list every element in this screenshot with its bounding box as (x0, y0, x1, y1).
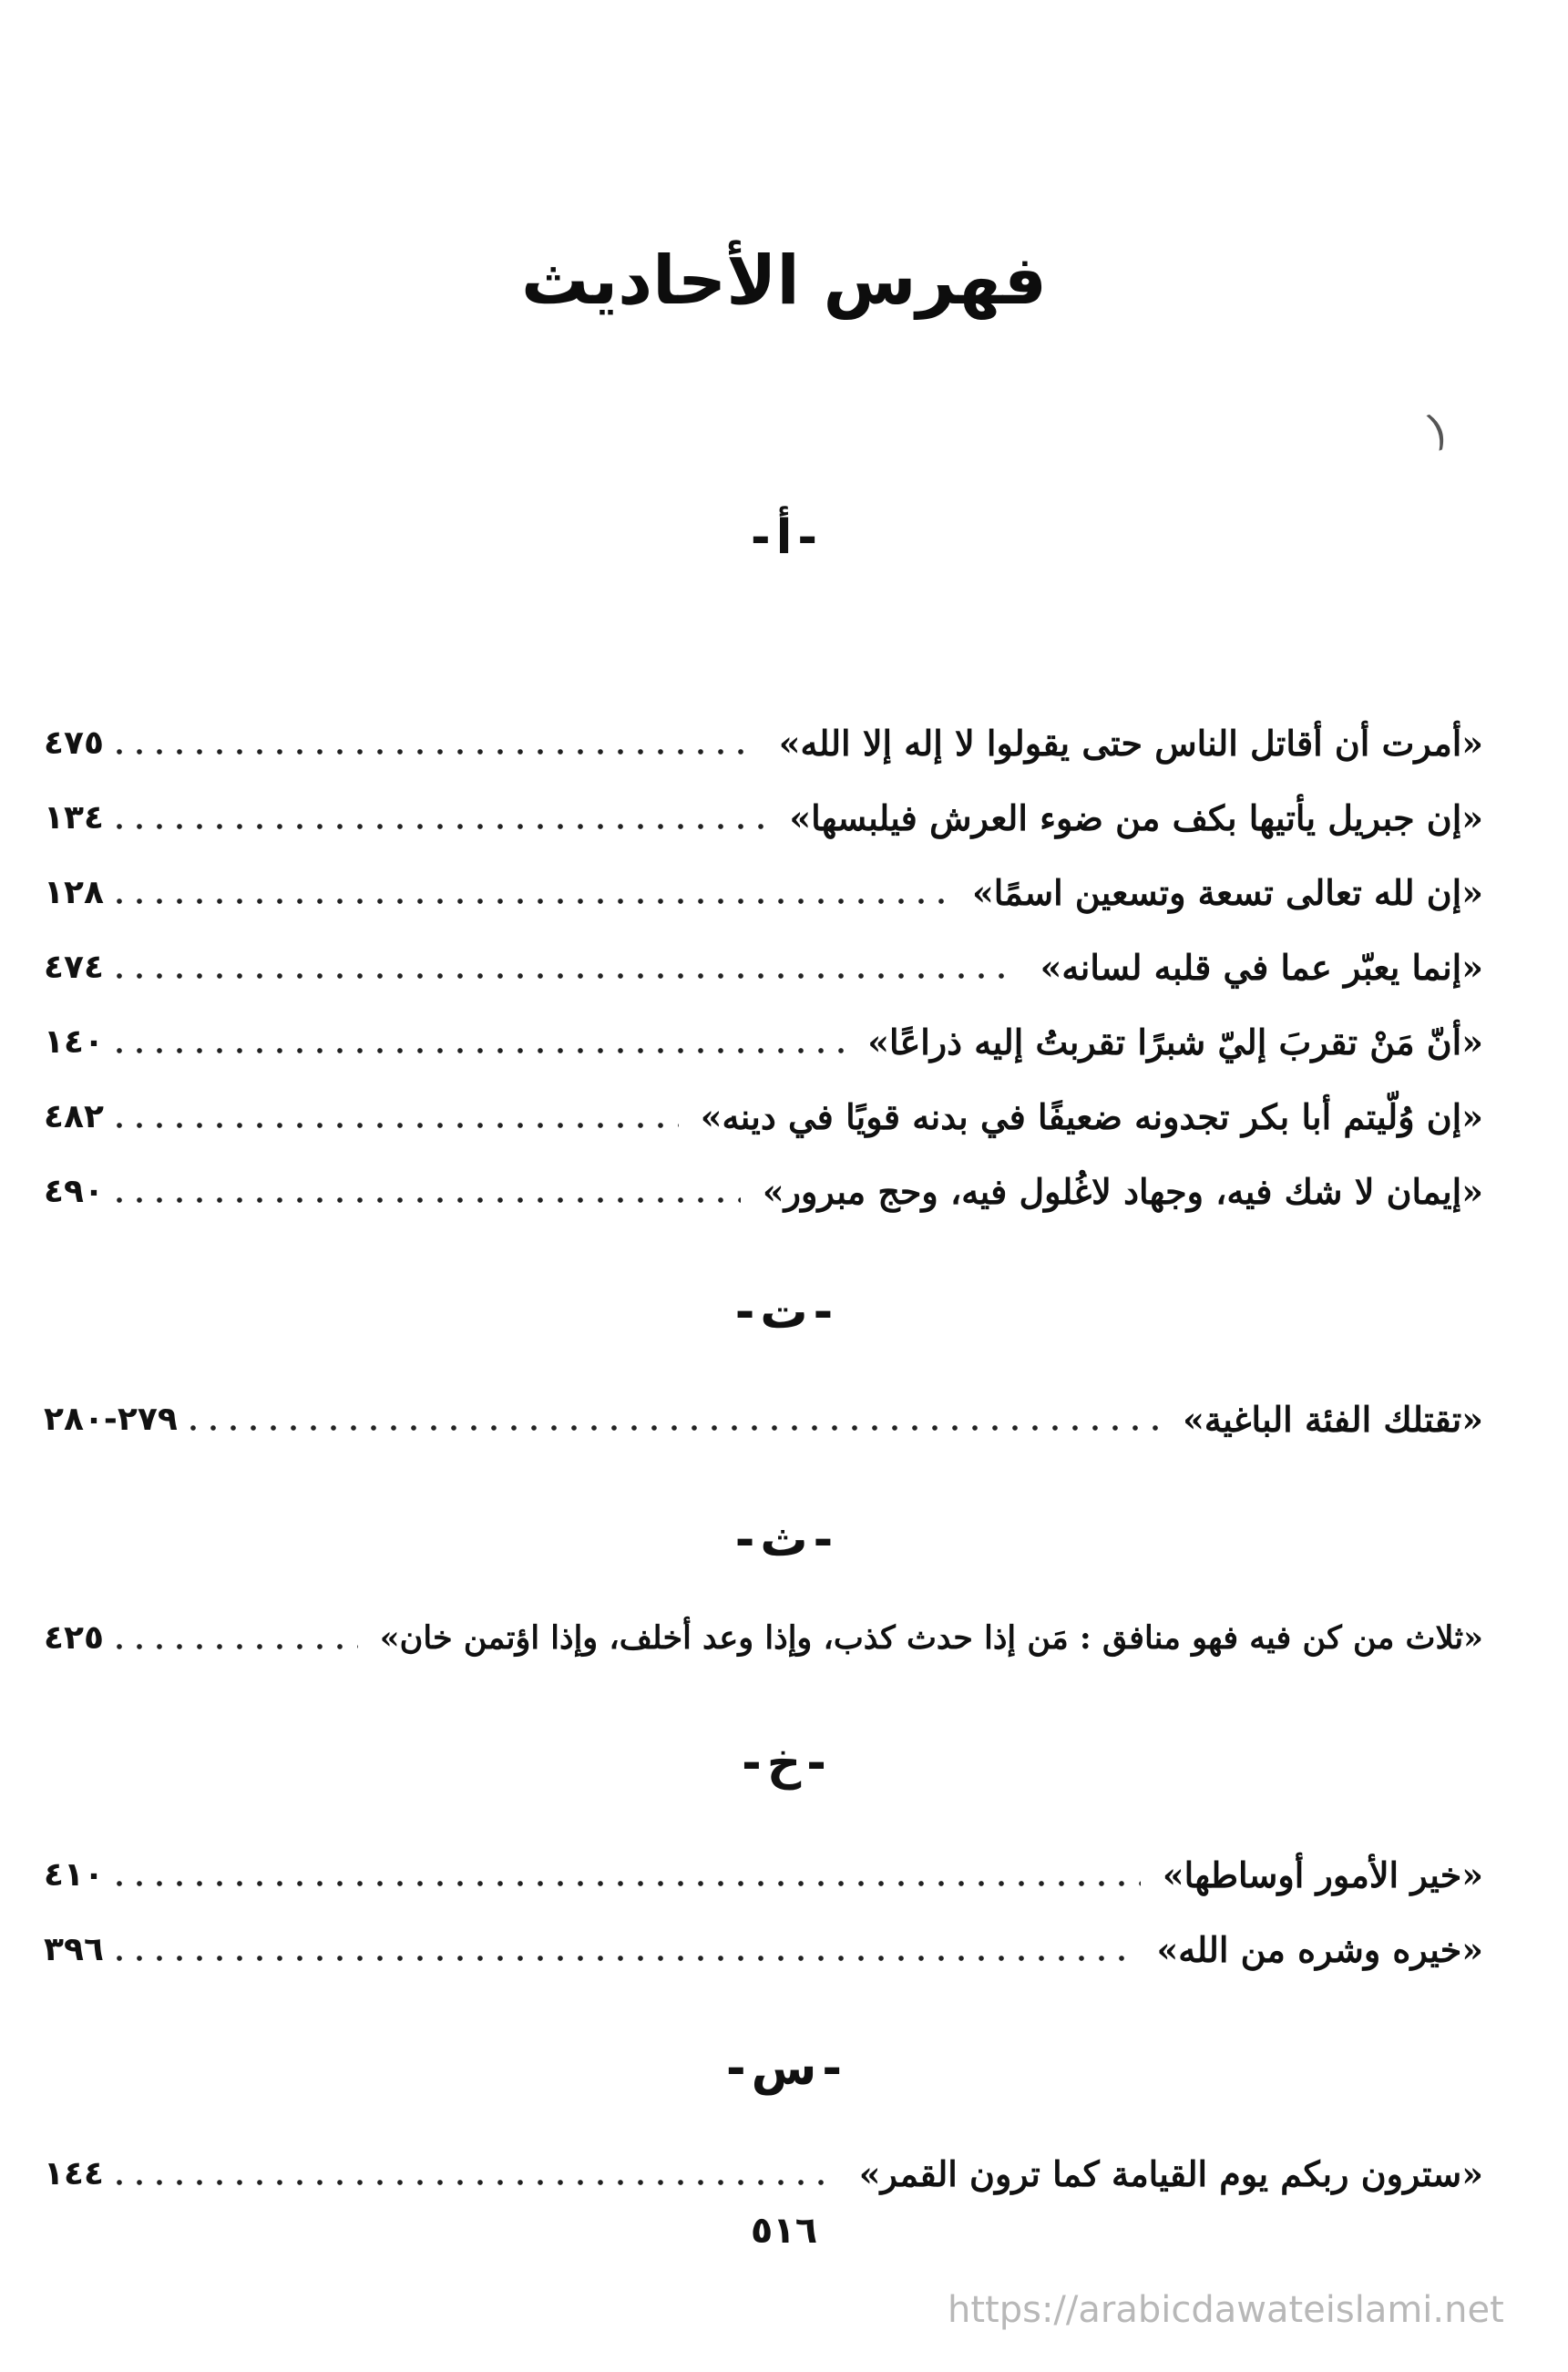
page-reference: ٤٧٤ (44, 948, 104, 986)
section-letter: ت (760, 1285, 808, 1340)
hadith-text: «ثلاث من كن فيه فهو منافق : مَن إذا حدث كذب، وإذا وعد أخلف، وإذا اؤتمن خان» (379, 1618, 1483, 1657)
page-reference: ٣٩٦ (44, 1930, 104, 1968)
leader-dots (109, 748, 757, 755)
index-entry (44, 1159, 1483, 1223)
leader-dots (109, 1122, 679, 1129)
hadith-text: «أمرت أن أقاتل الناس حتى يقولوا لا إله إلا الله» (778, 722, 1483, 764)
page-reference: ١٤٠ (44, 1022, 104, 1061)
page-reference: ٤٧٥ (44, 724, 104, 762)
leader-dots (109, 972, 1019, 980)
index-entry (44, 1084, 1483, 1148)
watermark-url: https://arabicdawateislami.net (948, 2289, 1504, 2331)
page-reference: ٤٨٢ (44, 1097, 104, 1135)
index-entry (44, 860, 1483, 924)
page-reference: ٢٧٩-٢٨٠ (44, 1400, 178, 1438)
section-letter-sin: -س- (726, 2041, 842, 2096)
leader-dots (109, 898, 950, 905)
page-title: فهرس الأحاديث (521, 241, 1047, 320)
hadith-text: «خيره وشره من الله» (1156, 1928, 1483, 1970)
hadith-text: «خير الأمور أوساطها» (1162, 1853, 1483, 1895)
section-letter: س (751, 2041, 817, 2096)
leader-dots (109, 1880, 1141, 1887)
leader-dots (109, 823, 768, 830)
hadith-text: «إن جبريل يأتيها بكف من ضوء العرش فيلبسها» (789, 796, 1483, 838)
section-letter-ta: -ت- (734, 1285, 834, 1340)
leader-dots (109, 2179, 837, 2186)
index-entry (44, 786, 1483, 849)
page-reference: ٤١٠ (44, 1855, 104, 1894)
leader-dots (109, 1196, 741, 1204)
hadith-text: «إنما يعبّر عما في قلبه لسانه» (1040, 946, 1483, 988)
index-entry (44, 711, 1483, 775)
section-letter-tha: -ث- (734, 1513, 834, 1567)
section-letter-kha: -خ- (742, 1736, 826, 1791)
leader-dots (109, 1047, 845, 1054)
leader-dots (183, 1424, 1161, 1432)
index-entry (44, 1387, 1483, 1451)
hadith-text: «تقتلك الفئة الباغية» (1183, 1398, 1483, 1440)
index-entry (44, 2141, 1483, 2205)
index-entry (44, 1606, 1483, 1669)
hadith-text: «أنّ مَنْ تقربَ إليّ شبرًا تقربتُ إليه ذراعًا» (867, 1021, 1483, 1063)
section-letter: ث (760, 1513, 808, 1567)
leader-dots (109, 1955, 1135, 1962)
index-entry (44, 1843, 1483, 1906)
index-entry (44, 1010, 1483, 1073)
index-entry (44, 1917, 1483, 1981)
section-letter: خ (766, 1736, 802, 1791)
hadith-text: «إيمان لا شك فيه، وجهاد لاغُلول فيه، وحج مبرور» (762, 1170, 1483, 1212)
page-number: ٥١٦ (750, 2210, 818, 2252)
margin-mark: ( (1420, 404, 1453, 457)
hadith-text: «إن وُلّيتم أبا بكر تجدونه ضعيفًا في بدنه قويًا في دينه» (700, 1095, 1483, 1137)
section-letter: أ (775, 510, 793, 565)
hadith-text: «سترون ربكم يوم القيامة كما ترون القمر» (858, 2152, 1483, 2194)
hadith-text: «إن لله تعالى تسعة وتسعين اسمًا» (971, 871, 1483, 913)
index-entry (44, 935, 1483, 999)
page-reference: ١٣٤ (44, 798, 104, 837)
page-reference: ١٤٤ (44, 2154, 104, 2192)
page-reference: ٤٩٠ (44, 1172, 104, 1210)
page-reference: ١٢٨ (44, 873, 104, 911)
leader-dots (109, 1643, 358, 1650)
page-reference: ٤٢٥ (44, 1618, 104, 1657)
section-letter-alif: -أ- (750, 510, 817, 565)
